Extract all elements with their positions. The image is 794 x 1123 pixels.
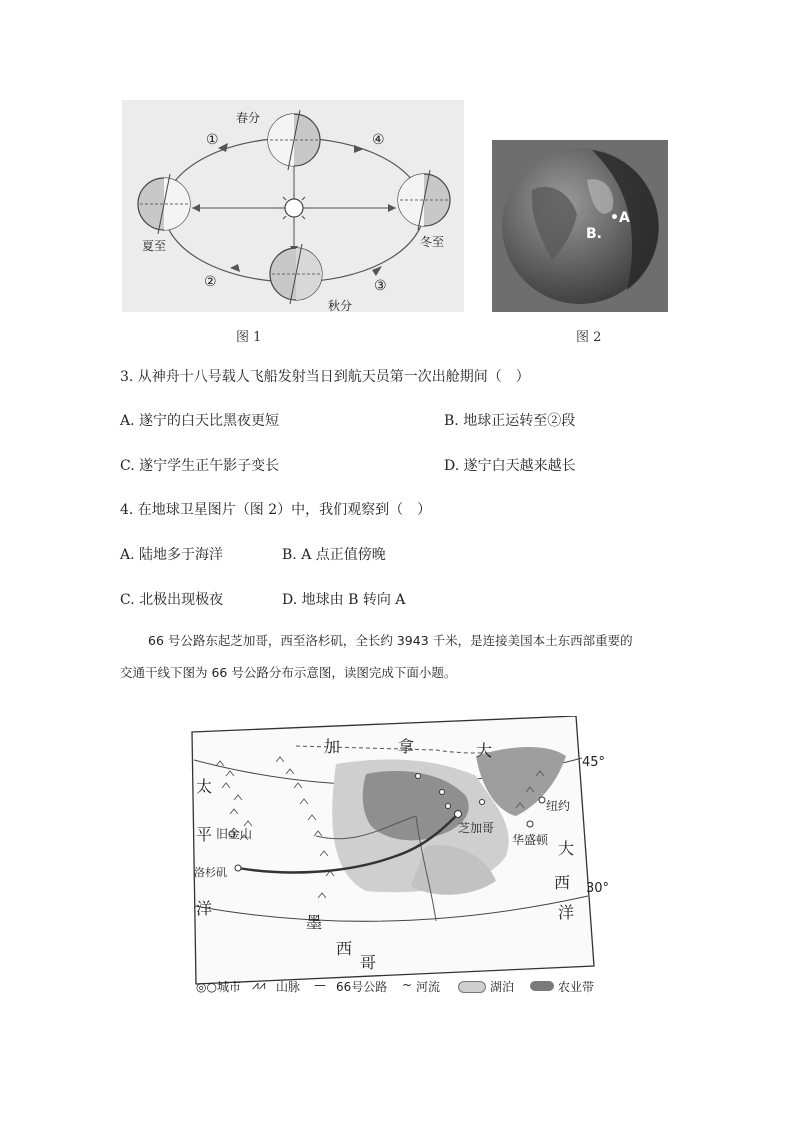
- question3-option-b[interactable]: B. 地球正运转至②段: [444, 413, 576, 429]
- label-washington: 华盛顿: [512, 833, 549, 847]
- legend-agri-icon: [530, 981, 554, 991]
- question4-option-c[interactable]: C. 北极出现极夜: [120, 592, 224, 608]
- earth-spring-icon: [268, 110, 320, 170]
- point-a-label: •A: [610, 210, 630, 226]
- label-arc2: ②: [204, 274, 217, 290]
- city-washington-icon: [527, 821, 533, 827]
- point-b-label: B.: [586, 226, 602, 242]
- question4-stem: 4. 在地球卫星图片（图 2）中，我们观察到（ ）: [120, 502, 432, 518]
- label-pacific-1: 太: [196, 777, 213, 796]
- route66-map: [186, 716, 610, 998]
- label-mexico-3: 哥: [360, 953, 377, 972]
- label-atlantic-3: 洋: [558, 903, 575, 922]
- passage-line2: 交通干线下图为 66 号公路分布示意图，读图完成下面小题。: [120, 665, 457, 680]
- label-mexico-2: 西: [336, 939, 353, 958]
- legend-route-icon: —: [314, 978, 326, 992]
- label-arc1: ①: [206, 132, 219, 148]
- figure2-satellite-image: [492, 140, 668, 312]
- figure1-caption: 图 1: [236, 330, 262, 345]
- label-pacific-2: 平: [196, 825, 213, 844]
- legend-river: 河流: [416, 980, 441, 994]
- legend-mountain: 山脉: [276, 980, 301, 994]
- label-chicago: 芝加哥: [458, 821, 495, 835]
- legend-agri: 农业带: [558, 980, 595, 994]
- label-mexico-1: 墨: [306, 913, 323, 932]
- label-new-york: 纽约: [546, 799, 571, 813]
- label-san-francisco: 旧金山: [216, 827, 253, 841]
- label-arc4: ④: [372, 132, 385, 148]
- orbit-svg: [122, 100, 464, 312]
- label-lat30: 30°: [586, 881, 610, 896]
- label-atlantic-1: 大: [558, 839, 575, 858]
- earth-autumn-icon: [270, 244, 322, 304]
- legend-city: ◎○城市: [196, 980, 241, 994]
- legend-lake-icon: [458, 981, 486, 993]
- legend-route66: 66号公路: [336, 980, 388, 994]
- city-chicago-icon: [455, 811, 462, 818]
- legend-river-icon: ~: [402, 978, 413, 992]
- question4-option-d[interactable]: D. 地球由 B 转向 A: [282, 592, 406, 608]
- label-canada-3: 大: [476, 741, 493, 760]
- legend-lake: 湖泊: [490, 980, 515, 994]
- legend-mountain-icon: ⩘⩘: [252, 978, 266, 992]
- question3-stem: 3. 从神舟十八号载人飞船发射当日到航天员第一次出舱期间（ ）: [120, 369, 530, 385]
- label-autumn: 秋分: [328, 299, 353, 312]
- label-canada-2: 拿: [398, 737, 415, 756]
- label-lat45: 45°: [582, 755, 606, 770]
- question3-option-c[interactable]: C. 遂宁学生正午影子变长: [120, 458, 280, 474]
- satellite-svg: [492, 140, 668, 312]
- label-winter: 冬至: [420, 235, 445, 249]
- map-svg: [186, 716, 610, 998]
- question3-option-d[interactable]: D. 遂宁白天越来越长: [444, 458, 576, 474]
- label-pacific-3: 洋: [196, 899, 213, 918]
- city-newyork-icon: [539, 797, 545, 803]
- city-la-icon: [235, 865, 241, 871]
- label-atlantic-2: 西: [554, 873, 571, 892]
- earth-summer-icon: [138, 174, 190, 234]
- label-los-angeles: 洛杉矶: [194, 866, 227, 879]
- orbit-arrow-4: [354, 145, 364, 153]
- orbit-arrow-2: [230, 264, 240, 272]
- question4-option-b[interactable]: B. A 点正值傍晚: [282, 547, 386, 563]
- question3-option-a[interactable]: A. 遂宁的白天比黑夜更短: [120, 413, 280, 429]
- label-spring: 春分: [236, 111, 261, 125]
- figure2-caption: 图 2: [576, 330, 602, 345]
- map-legend: [196, 978, 606, 998]
- passage-line1: 66 号公路东起芝加哥，西至洛杉矶，全长约 3943 千米，是连接美国本土东西部重要的: [148, 633, 633, 648]
- question4-option-a[interactable]: A. 陆地多于海洋: [120, 547, 224, 563]
- label-arc3: ③: [374, 278, 387, 294]
- label-summer: 夏至: [142, 239, 167, 253]
- figure1-orbit-diagram: [122, 100, 464, 312]
- label-canada-1: 加: [324, 737, 341, 756]
- earth-winter-icon: [398, 170, 450, 230]
